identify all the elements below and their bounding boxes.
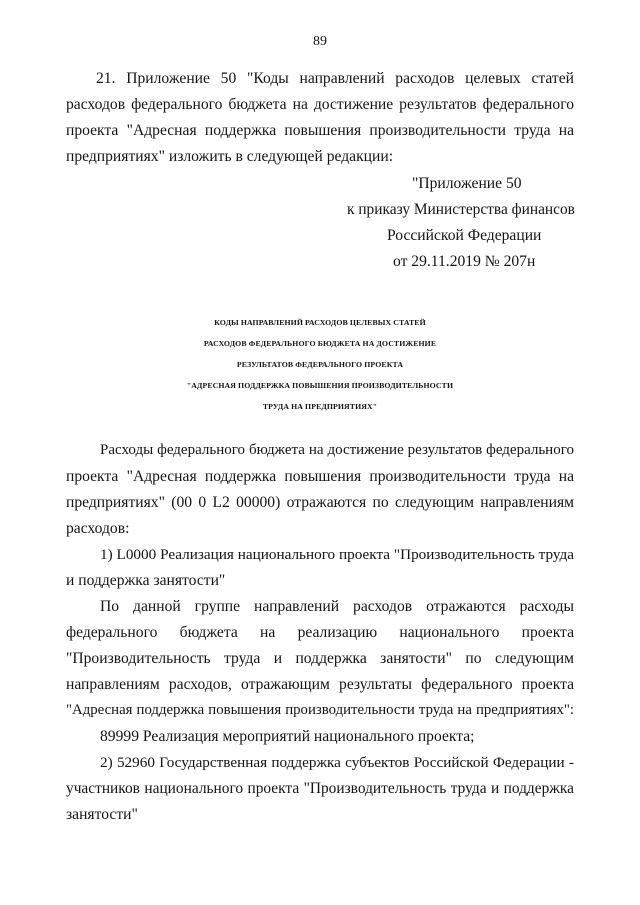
appendix-line-1: "Приложение 50 (412, 175, 522, 192)
body-line-13: 2) 52960 Государственная поддержка субъектов Российской Федерации - (100, 754, 574, 771)
body-line-7: По данной группе направлений расходов отражаются расходы (100, 598, 574, 615)
title-line-2: РАСХОДОВ ФЕДЕРАЛЬНОГО БЮДЖЕТА НА ДОСТИЖЕНИЕ (203, 339, 437, 348)
appendix-line-3: Российской Федерации (387, 227, 542, 244)
body-line-11: "Адресная поддержка повышения производительности труда на предприятиях": (66, 702, 574, 718)
title-line-3: РЕЗУЛЬТАТОВ ФЕДЕРАЛЬНОГО ПРОЕКТА (236, 360, 404, 369)
page-number: 89 (313, 34, 327, 49)
body-line-9: "Производительность труда и поддержка занятости" по следующим (66, 650, 574, 667)
title-line-4: "АДРЕСНАЯ ПОДДЕРЖКА ПОВЫШЕНИЯ ПРОИЗВОДИТЕЛЬНОСТИ (186, 381, 454, 390)
title-line-5: ТРУДА НА ПРЕДПРИЯТИЯХ" (262, 402, 378, 411)
body-line-10: направлениям расходов, отражающим результаты федерального проекта (66, 676, 574, 693)
body-line-15: занятости" (66, 806, 138, 823)
intro-line-2: расходов федерального бюджета на достижение результатов федерального (66, 96, 574, 113)
body-line-4: расходов: (66, 520, 130, 537)
intro-line-4: предприятиях" изложить в следующей редакции: (66, 148, 394, 165)
body-line-12: 89999 Реализация мероприятий национального проекта; (100, 728, 475, 745)
body-line-3: предприятиях" (00 0 L2 00000) отражаются по следующим направлениям (66, 494, 574, 511)
appendix-line-4: от 29.11.2019 № 207н (393, 253, 536, 270)
body-line-2: проекта "Адресная поддержка повышения производительности труда на (66, 468, 574, 485)
body-line-8: федерального бюджета на реализацию национального проекта (66, 624, 574, 641)
body-line-6: и поддержка занятости" (66, 572, 226, 589)
intro-line-1: 21. Приложение 50 "Коды направлений расходов целевых статей (96, 70, 574, 87)
body-line-5: 1) L0000 Реализация национального проекта "Производительность труда (100, 546, 574, 563)
intro-line-3: проекта "Адресная поддержка повышения производительности труда на (66, 122, 574, 139)
title-line-1: КОДЫ НАПРАВЛЕНИЙ РАСХОДОВ ЦЕЛЕВЫХ СТАТЕЙ (214, 318, 426, 327)
body-line-1: Расходы федерального бюджета на достижение результатов федерального (100, 442, 574, 458)
body-line-14: участников национального проекта "Производительность труда и поддержка (66, 780, 574, 797)
appendix-line-2: к приказу Министерства финансов (347, 201, 575, 218)
